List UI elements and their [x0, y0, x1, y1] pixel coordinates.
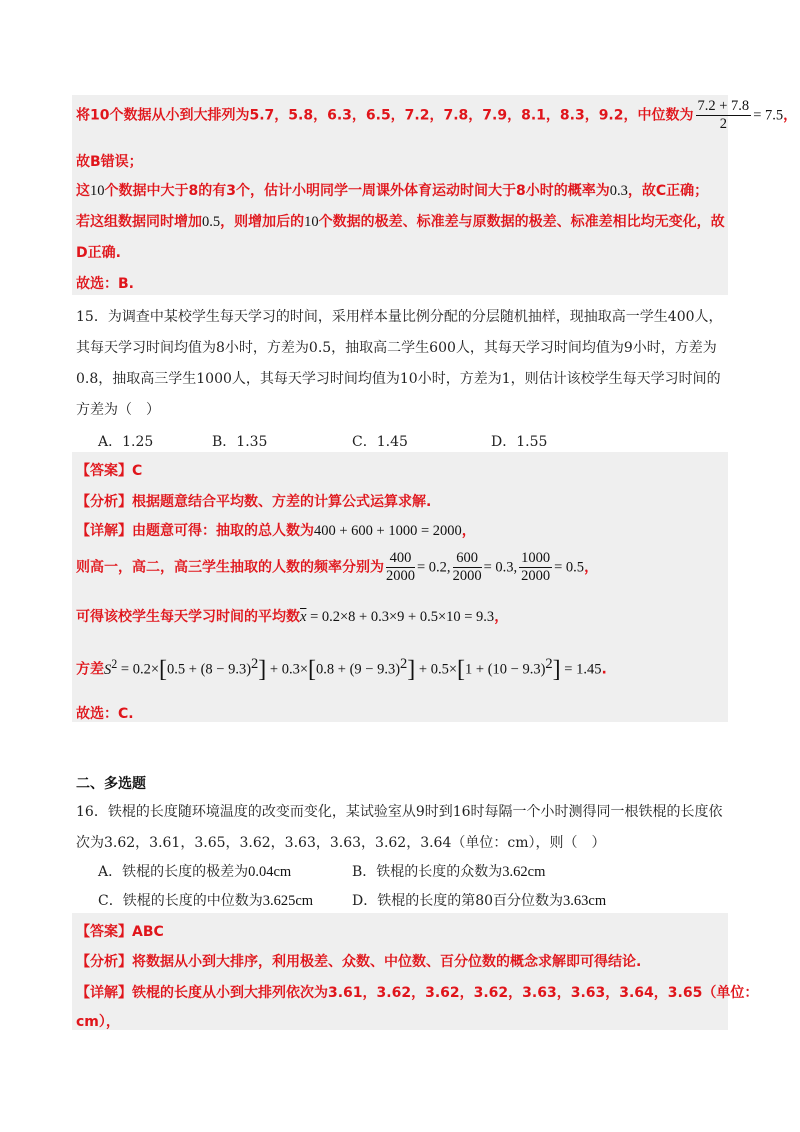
answer14-median-line: 将10个数据从小到大排列为5.7，5.8，6.3，6.5，7.2，7.8，7.9，8.1，8.3，9.2，中位数为 $\frac{7.2 + 7.8}{2}$ = 7.5，: [76, 98, 798, 132]
q15-option-a: A．1.25: [98, 434, 154, 450]
answer14-choose: 故选：B.: [76, 276, 134, 292]
median-fraction: $\frac{7.2 + 7.8}{2}$: [697, 98, 750, 132]
q15-option-b: B．1.35: [212, 434, 268, 450]
q16-option-a: A．铁棍的长度的极差为0.04cm: [98, 864, 292, 880]
a16-answer: 【答案】ABC: [76, 924, 164, 940]
section-title-multi-choice: 二、多选题: [76, 776, 146, 792]
a15-detail: 【详解】由题意可得：抽取的总人数为400 + 600 + 1000 = 2000，: [76, 523, 476, 539]
answer14-d-correct: D正确.: [76, 245, 121, 261]
answer14-b-wrong: 故B错误；: [76, 154, 143, 170]
a16-detail-line1: 【详解】铁棍的长度从小到大排列依次为3.61，3.62，3.62，3.62，3.63，3.63，3.64，3.65（单位：: [76, 985, 759, 1001]
q15-option-d: D．1.55: [491, 434, 548, 450]
q16-option-b: B．铁棍的长度的众数为3.62cm: [352, 864, 546, 880]
q16-line2: 次为3.62，3.61，3.65，3.62，3.63，3.63，3.62，3.64（单位：cm），则（ ）: [76, 835, 606, 851]
q15-line4: 方差为（ ）: [76, 402, 160, 418]
a15-mean: 可得该校学生每天学习时间的平均数$\overline{x} = 0.2\times 8 + 0.3\times 9 + 0.5\times 10 = 9.3$，: [76, 609, 509, 625]
a15-frequencies: 则高一，高二，高三学生抽取的人数的频率分别为 $\frac{400}{2000}$ = 0.2, $\frac{600}{2000}$ = 0.3, $\frac{1000}{2000}$ = 0.5，: [76, 550, 599, 584]
freq-fraction-2: $\frac{600}{2000}$: [452, 550, 482, 584]
q15-line2: 其每天学习时间均值为8小时，方差为0.5，抽取高二学生600人，其每天学习时间均值为9小时，方差为: [76, 340, 717, 356]
freq-fraction-3: $\frac{1000}{2000}$: [521, 550, 551, 584]
freq-fraction-1: $\frac{400}{2000}$: [386, 550, 415, 584]
answer14-d-line: 若这组数据同时增加0.5，则增加后的10个数据的极差、标准差与原数据的极差、标准差相比均无变化，故: [76, 214, 725, 230]
a15-analysis: 【分析】根据题意结合平均数、方差的计算公式运算求解.: [76, 494, 432, 510]
a15-answer: 【答案】C: [76, 463, 143, 479]
answer-block-16-bg: [72, 913, 728, 1030]
answer14-c-line: 这10个数据中大于8的有3个，估计小明同学一周课外体育运动时间大于8小时的概率为0.3，故C正确；: [76, 183, 709, 199]
a16-detail-line2: cm），: [76, 1014, 120, 1030]
q15-line1: 15．为调查中某校学生每天学习的时间，采用样本量比例分配的分层随机抽样，现抽取高一学生400人，: [76, 309, 723, 325]
q15-line3: 0.8，抽取高三学生1000人，其每天学习时间均值为10小时，方差为1，则估计该校学生每天学习时间的: [76, 371, 721, 387]
q16-option-c: C．铁棍的长度的中位数为3.625cm: [98, 893, 314, 909]
q16-line1: 16．铁棍的长度随环境温度的改变而变化，某试验室从9时到16时每隔一个小时测得同一根铁棍的长度依: [76, 804, 723, 820]
q15-option-c: C．1.45: [352, 434, 408, 450]
a15-variance: 方差$S^2 = 0.2\times[0.5 + (8 - 9.3)^2] + 0.3\times[0.8 + (9 - 9.3)^2] + 0.5\times[1 + (10 - 9.3)^2] = 1.45$.: [76, 656, 607, 683]
q16-option-d: D．铁棍的长度的第80百分位数为3.63cm: [352, 893, 607, 909]
a15-choose: 故选：C.: [76, 706, 134, 722]
a16-analysis: 【分析】将数据从小到大排序，利用极差、众数、中位数、百分位数的概念求解即可得结论.: [76, 954, 642, 970]
